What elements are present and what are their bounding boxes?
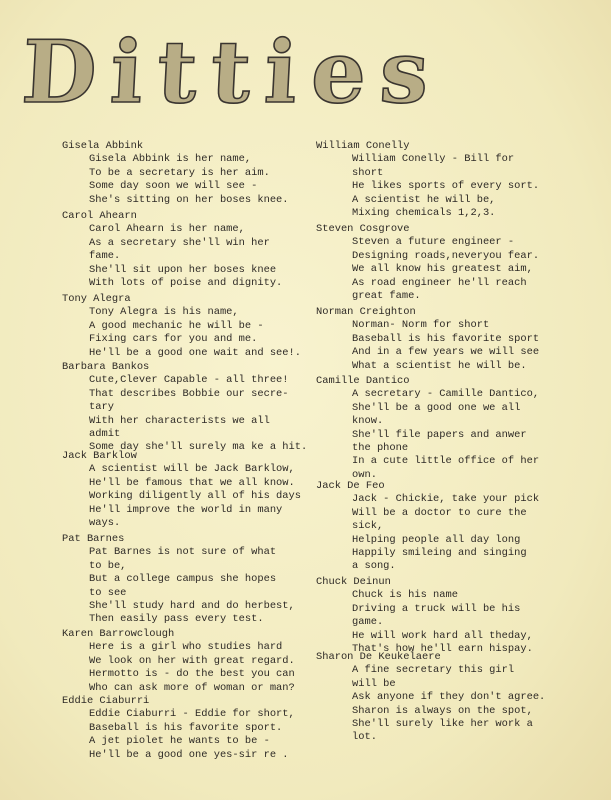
ditty-entry (316, 223, 539, 303)
verse-line: A scientist will be Jack Barklow, (89, 463, 295, 476)
verse-line: Tony Alegra is his name, (89, 306, 239, 319)
ditty-entry (316, 651, 545, 745)
verse-line: admit (89, 428, 121, 441)
verse-line: Baseball is his favorite sport. (89, 721, 283, 734)
verse-line: She'll study hard and do herbest, (89, 600, 295, 613)
verse-line: Norman- Norm for short (352, 319, 490, 332)
verse-line: She'll surely like her work a (352, 718, 533, 731)
student-name: Carol Ahearn (62, 210, 137, 222)
verse-line: Gisela Abbink is her name, (89, 153, 252, 166)
verse-line: He will work hard all theday, (352, 629, 533, 642)
verse-line: A fine secretary this girl (352, 664, 515, 677)
verse-line: Happily smileing and singing (352, 547, 527, 560)
verse-line: Eddie Ciaburri - Eddie for short, (89, 708, 295, 721)
verse-line: know. (352, 415, 384, 428)
verse-line: Chuck is his name (352, 589, 459, 602)
verse-line: sick, (352, 520, 384, 533)
verse-line: to see (89, 586, 127, 599)
verse-line: own. (352, 468, 377, 481)
verse-line: To be a secretary is her aim. (89, 166, 270, 179)
verse-line: He'll improve the world in many (89, 503, 283, 516)
ditty-entry (316, 375, 539, 482)
verse-line: Working diligently all of his days (89, 490, 302, 503)
student-name: Steven Cosgrove (316, 223, 410, 235)
verse-line: the phone (352, 442, 409, 455)
ditty-entry (316, 140, 539, 220)
verse-line: With lots of poise and dignity. (89, 277, 283, 290)
verse-line: A jet piolet he wants to be - (89, 735, 270, 748)
student-name: Eddie Ciaburri (62, 695, 150, 707)
verse-line: He likes sports of every sort. (352, 180, 540, 193)
student-name: Sharon De Keukelaere (316, 651, 441, 663)
verse-line: What a scientist he will be. (352, 359, 527, 372)
verse-line: She's sitting on her boses knee. (89, 193, 289, 206)
verse-line: In a cute little office of her (352, 455, 540, 468)
verse-line: He'll be famous that we all know. (89, 476, 295, 489)
verse-line: Here is a girl who studies hard (89, 641, 283, 654)
verse-line: short (352, 166, 384, 179)
student-name: Camille Dantico (316, 375, 410, 387)
student-name: Norman Creighton (316, 306, 416, 318)
verse-line: Mixing chemicals 1,2,3. (352, 207, 496, 220)
student-name: Barbara Bankos (62, 361, 150, 373)
verse-line: fame. (89, 250, 121, 263)
verse-line: Fixing cars for you and me. (89, 333, 258, 346)
verse-line: She'll file papers and anwer (352, 428, 527, 441)
verse-line: A secretary - Camille Dantico, (352, 388, 540, 401)
verse-line: We all know his greatest aim, (352, 263, 533, 276)
verse-line: game. (352, 616, 384, 629)
verse-line: ways. (89, 517, 121, 530)
verse-line: Then easily pass every test. (89, 613, 264, 626)
verse-line: A scientist he will be, (352, 193, 496, 206)
student-name: Chuck Deinun (316, 576, 391, 588)
verse-line: He'll be a good one yes-sir re . (89, 748, 289, 761)
student-name: Jack Barklow (62, 450, 137, 462)
verse-line: We look on her with great regard. (89, 654, 295, 667)
verse-line: As a secretary she'll win her (89, 236, 270, 249)
verse-line: She'll sit upon her boses knee (89, 263, 277, 276)
verse-line: Carol Ahearn is her name, (89, 223, 245, 236)
verse-line: tary (89, 401, 114, 414)
verse-line: Helping people all day long (352, 533, 521, 546)
verse-line: As road engineer he'll reach (352, 276, 527, 289)
student-name: William Conelly (316, 140, 410, 152)
verse-line: Will be a doctor to cure the (352, 506, 527, 519)
verse-line: And in a few years we will see (352, 346, 540, 359)
verse-line: will be (352, 677, 396, 690)
verse-line: With her characterists we all (89, 414, 270, 427)
verse-line: He'll be a good one wait and see!. (89, 346, 302, 359)
verse-line: Sharon is always on the spot, (352, 704, 533, 717)
verse-line: Some day she'll surely ma ke a hit. (89, 441, 308, 454)
verse-line: Jack - Chickie, take your pick (352, 493, 540, 506)
verse-line: Some day soon we will see - (89, 180, 258, 193)
verse-line: lot. (352, 731, 377, 744)
verse-line: A good mechanic he will be - (89, 319, 264, 332)
verse-line: Baseball is his favorite sport (352, 332, 540, 345)
student-name: Jack De Feo (316, 480, 385, 492)
verse-line: She'll be a good one we all (352, 401, 521, 414)
ditty-entry (316, 480, 539, 574)
page-title: Ditties (19, 22, 446, 123)
verse-line: Who can ask more of woman or man? (89, 681, 295, 694)
student-name: Gisela Abbink (62, 140, 144, 152)
verse-line: Pat Barnes is not sure of what (89, 546, 277, 559)
verse-line: Ask anyone if they don't agree. (352, 691, 546, 704)
verse-line: to be, (89, 559, 127, 572)
verse-line: Hermotto is - do the best you can (89, 668, 295, 681)
verse-line: great fame. (352, 290, 421, 303)
verse-line: Driving a truck will be his (352, 602, 521, 615)
student-name: Tony Alegra (62, 293, 131, 305)
verse-line: But a college campus she hopes (89, 573, 277, 586)
verse-line: That's how he'll earn hispay. (352, 643, 533, 656)
ditty-entry (316, 306, 539, 373)
verse-line: Steven a future engineer - (352, 236, 515, 249)
verse-line: Designing roads,neveryou fear. (352, 249, 540, 262)
verse-line: That describes Bobbie our secre- (89, 387, 289, 400)
verse-line: Cute,Clever Capable - all three! (89, 374, 289, 387)
ditty-entry (316, 576, 533, 656)
student-name: Pat Barnes (62, 533, 125, 545)
verse-line: William Conelly - Bill for (352, 153, 515, 166)
student-name: Karen Barrowclough (62, 628, 175, 640)
verse-line: a song. (352, 560, 396, 573)
